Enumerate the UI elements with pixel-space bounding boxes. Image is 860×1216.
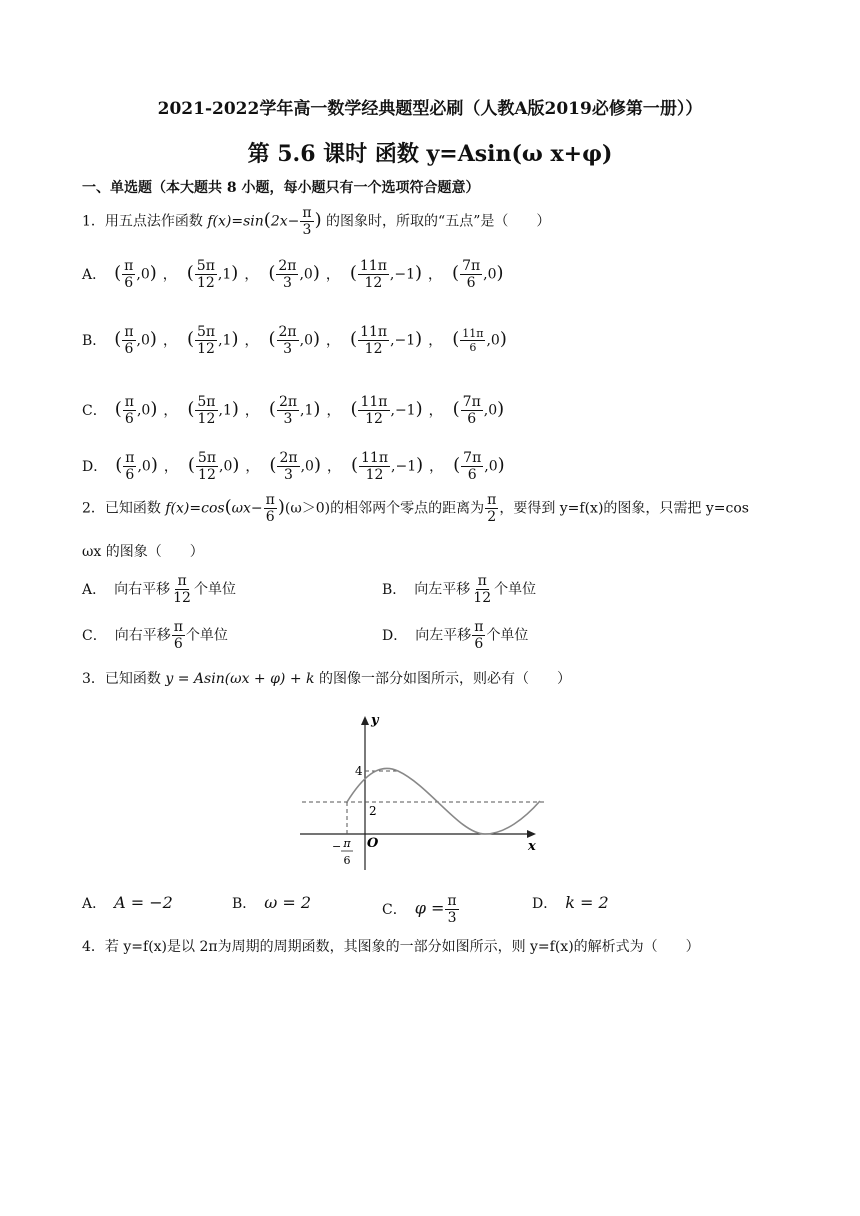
option-label: D． [82,458,108,475]
question-number: 4． [82,939,105,955]
option-label: A． [82,896,107,912]
option-label: C． [382,901,407,918]
option-label: A． [82,581,107,598]
fraction: $\frac{\pi}{12}$ [173,573,191,606]
fraction: $\frac{7\pi}{6}$ [462,394,481,427]
coordinate-point: ( $\frac{\pi}{6}$ ,0) [115,450,158,483]
q3-option-a[interactable]: A． A = −2 [82,893,173,912]
coordinate-point: ( $\frac{11\pi}{12}$ ,−1) [349,258,423,291]
coordinate-point: ( $\frac{11\pi}{6}$ ,0) [452,327,507,354]
question-number: 2． [82,500,105,517]
fraction: $\frac{7\pi}{6}$ [462,258,481,291]
fraction: $\frac{11\pi}{12}$ [360,324,388,357]
fraction: $\frac{2\pi}{3}$ [278,394,298,427]
coordinate-point: ( $\frac{11\pi}{12}$ ,−1) [350,394,423,427]
fraction: $\frac{11\pi}{12}$ [359,258,387,291]
q3-option-b[interactable]: B． ω = 2 [232,893,312,912]
q2-option-b[interactable]: B． 向左平移 $\frac{\pi}{12}$ 个单位 [382,573,537,606]
fraction: $\frac{5\pi}{12}$ [197,450,217,483]
fraction: $\frac{5\pi}{12}$ [196,324,216,357]
coordinate-point: ( $\frac{7\pi}{6}$ ,0) [452,394,505,427]
coordinate-point: ( $\frac{11\pi}{12}$ ,−1) [350,450,424,483]
q1-option-a[interactable]: A． ( $\frac{\pi}{6}$ ,0) ， ( $\frac{5\pi}{12}$ ,1) ， ( $\frac{2\pi}{3}$ ,0) ， ( $\frac{11\pi}{12}$ ,−1) ， ( $\frac{7\pi}{6}$ ,0) [82,258,504,291]
fraction: $\frac{\pi}{6}$ [124,394,134,427]
y-axis-label: y [371,713,379,728]
coordinate-point: ( $\frac{5\pi}{12}$ ,1) [186,324,239,357]
coordinate-point: ( $\frac{2\pi}{3}$ ,0) [268,324,321,357]
coordinate-point: ( $\frac{2\pi}{3}$ ,1) [268,394,321,427]
question-3-stem: 3．已知函数 y = Asin(ωx + φ) + k 的图像一部分如图所示，则必有（ ） [82,671,571,687]
q1-option-b[interactable]: B． ( $\frac{\pi}{6}$ ,0) ， ( $\frac{5\pi}{12}$ ,1) ， ( $\frac{2\pi}{3}$ ,0) ， ( $\frac{11\pi}{12}$ ,−1) ， ( $\frac{11\pi}{6}$ ,0) [82,324,507,357]
fraction: $\frac{\pi}{6}$ [124,324,134,357]
header-title: 2021-2022学年高一数学经典题型必刷（人教A版2019必修第一册）） [157,99,703,119]
fraction: $\frac{\pi}{2}$ [487,492,497,525]
question-4-stem: 4．若 y=f(x)是以 2π为周期的周期函数，其图象的一部分如图所示，则 y=f(x)的解析式为（ ） [82,939,700,955]
x-tick-num: π [343,837,351,850]
fraction: $\frac{7\pi}{6}$ [463,450,482,483]
x-axis-arrow [527,830,536,838]
option-label: D． [382,627,408,644]
option-label: C． [82,402,107,419]
coordinate-point: ( $\frac{5\pi}{12}$ ,1) [187,394,239,427]
fraction: $\frac{2\pi}{3}$ [278,324,297,357]
coordinate-point: ( $\frac{\pi}{6}$ ,0) [114,258,157,291]
coordinate-point: ( $\frac{2\pi}{3}$ ,0) [269,450,321,483]
option-label: B． [82,332,107,349]
sine-curve [347,768,540,834]
q3-option-d[interactable]: D． k = 2 [532,893,609,912]
option-label: B． [232,896,257,912]
coordinate-point: ( $\frac{\pi}{6}$ ,0) [114,324,157,357]
fraction: $\frac{\pi}{12}$ [473,573,492,606]
lesson-title: 第 5.6 课时 函数 y=Asin(ω x+φ) [247,141,613,167]
option-label: A． [82,266,107,283]
q2-option-c[interactable]: C． 向右平移 $\frac{\pi}{6}$ 个单位 [82,619,228,652]
fraction: $\frac{\pi}{6}$ [474,619,484,652]
fraction: $\frac{2\pi}{3}$ [279,450,298,483]
x-tick-den: 6 [343,854,351,867]
fraction: $\frac{11\pi}{12}$ [361,450,389,483]
coordinate-point: ( $\frac{11\pi}{12}$ ,−1) [350,324,423,357]
origin-label: O [367,836,379,851]
fraction: $\frac{11\pi}{12}$ [360,394,388,427]
fraction: $\frac{\pi}{6}$ [265,492,275,525]
y-tick-2: 2 [369,804,377,818]
fraction: $\frac{\pi}{6}$ [124,258,134,291]
q2-option-d[interactable]: D． 向左平移 $\frac{\pi}{6}$ 个单位 [382,619,529,652]
section-title: 一、单选题（本大题共 8 小题，每小题只有一个选项符合题意） [82,180,480,196]
q1-option-d[interactable]: D． ( $\frac{\pi}{6}$ ,0) ， ( $\frac{5\pi}{12}$ ,0) ， ( $\frac{2\pi}{3}$ ,0) ， ( $\frac{11\pi}{12}$ ,−1) ， ( $\frac{7\pi}{6}$ ,0) [82,450,505,483]
y-axis-arrow [361,716,369,725]
q1-option-c[interactable]: C． ( $\frac{\pi}{6}$ ,0) ， ( $\frac{5\pi}{12}$ ,1) ， ( $\frac{2\pi}{3}$ ,1) ， ( $\frac{11\pi}{12}$ ,−1) ， ( $\frac{7\pi}{6}$ ,0) [82,394,505,427]
question-number: 1． [82,213,105,230]
q2-option-a[interactable]: A． 向右平移 $\frac{\pi}{12}$ 个单位 [82,573,236,606]
x-axis-label: x [528,839,536,854]
coordinate-point: ( $\frac{7\pi}{6}$ ,0) [452,258,504,291]
fraction: $\frac{2\pi}{3}$ [278,258,297,291]
coordinate-point: ( $\frac{7\pi}{6}$ ,0) [453,450,505,483]
question-1-stem: 1．用五点法作函数 f(x)=sin(2x− $\frac{\pi}{3}$ ) 的图象时，所取的“五点”是（ ） [82,205,551,238]
question-2-stem: 2．已知函数 f(x)=cos(ωx− $\frac{\pi}{6}$ )(ω＞0)的相邻两个零点的距离为 $\frac{\pi}{2}$ ，要得到 y=f(x)的图象，只需把 y=cos [82,492,749,525]
coordinate-point: ( $\frac{\pi}{6}$ ,0) [114,394,158,427]
fraction: $\frac{\pi}{6}$ [173,619,183,652]
fraction: $\frac{11\pi}{6}$ [462,327,484,354]
option-label: B． [382,581,407,598]
q3-option-c[interactable]: C． φ = $\frac{\pi}{3}$ [382,893,457,926]
fraction: $\frac{\pi}{3}$ [447,893,457,926]
question-number: 3． [82,671,105,687]
coordinate-point: ( $\frac{2\pi}{3}$ ,0) [268,258,320,291]
coordinate-point: ( $\frac{5\pi}{12}$ ,0) [187,450,240,483]
fraction: $\frac{5\pi}{12}$ [197,394,216,427]
fraction: $\frac{5\pi}{12}$ [196,258,215,291]
option-label: D． [532,896,558,912]
coordinate-point: ( $\frac{5\pi}{12}$ ,1) [186,258,239,291]
q3-graph [0,700,860,900]
y-tick-4: 4 [355,764,363,778]
fraction: $\frac{\pi}{6}$ [125,450,135,483]
option-label: C． [82,627,107,644]
question-2-stem-cont: ωx 的图象（ ） [82,544,204,560]
x-tick-sign: − [332,840,342,853]
fraction: $\frac{\pi}{3}$ [302,205,312,238]
